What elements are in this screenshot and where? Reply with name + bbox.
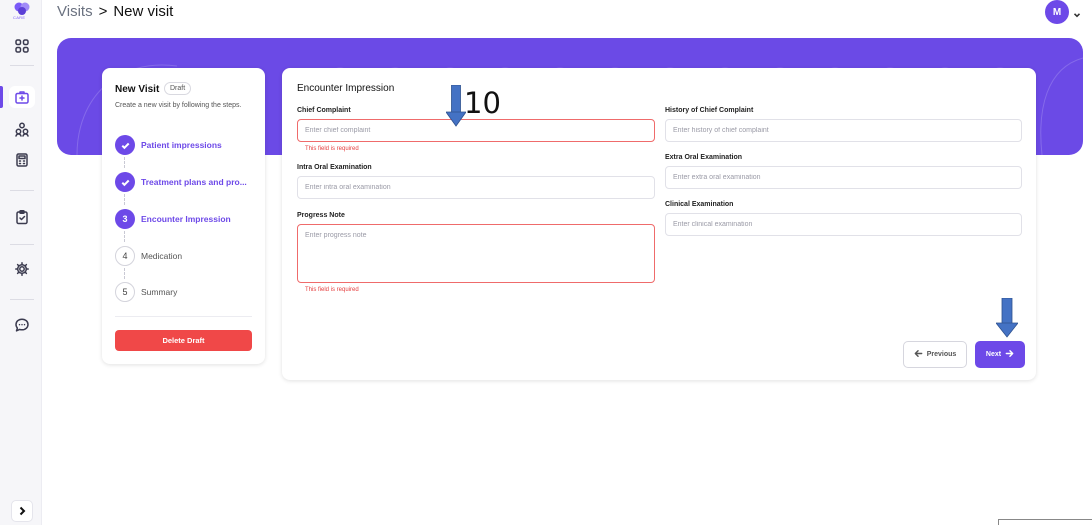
step-number: 5 [115,282,135,302]
window-corner-edge [998,519,1092,525]
steps-panel-subtitle: Create a new visit by following the steps. [115,102,242,109]
step-connector [124,231,125,242]
step-label: Patient impressions [141,140,222,150]
breadcrumb [57,3,173,20]
encounter-impression-form [282,68,1036,380]
chevron-right-icon [16,505,28,517]
medical-bag-icon[interactable] [14,89,30,105]
step-connector [124,268,125,279]
page-title: New visit [113,3,174,20]
nav-divider [10,299,34,300]
step-connector [124,194,125,205]
step-label: Summary [141,287,178,297]
chief-complaint-error: This field is required [305,146,359,152]
previous-button-label: Previous [926,351,957,358]
step-medication[interactable] [115,246,182,266]
form-title: Encounter Impression [297,83,395,94]
steps-panel-title: New Visit [115,84,160,95]
step-encounter-impression[interactable] [115,209,231,229]
intra-oral-label: Intra Oral Examination [297,164,372,171]
clinical-examination-input[interactable] [665,213,1022,236]
clipboard-icon[interactable] [14,209,30,225]
nav-active-indicator [0,86,3,108]
next-button-label: Next [985,351,1002,358]
extra-oral-label: Extra Oral Examination [665,154,743,161]
previous-button[interactable] [903,341,967,368]
extra-oral-input[interactable] [665,166,1022,189]
intra-oral-input[interactable] [297,176,655,199]
step-label: Treatment plans and pro... [141,177,247,187]
calculator-icon[interactable] [14,152,30,168]
dashboard-icon[interactable] [14,38,30,54]
check-icon [115,135,135,155]
nav-divider [10,244,34,245]
progress-note-error: This field is required [305,287,359,293]
expand-sidebar-button[interactable] [11,500,33,522]
check-icon [115,172,135,192]
chief-complaint-label: Chief Complaint [297,107,351,114]
step-label: Medication [141,251,183,261]
steps-divider [115,316,252,317]
chevron-down-icon[interactable] [1072,7,1082,17]
progress-note-label: Progress Note [297,212,345,219]
chief-complaint-input[interactable] [297,119,655,142]
step-treatment-plans[interactable] [115,172,247,192]
users-group-icon[interactable] [14,121,30,137]
step-label: Encounter Impression [141,214,231,224]
step-connector [124,157,125,168]
nav-divider [10,65,34,66]
history-chief-complaint-label: History of Chief Complaint [665,107,754,114]
step-patient-impressions[interactable] [115,135,222,155]
avatar[interactable]: M [1045,0,1069,24]
delete-draft-button[interactable]: Delete Draft [115,330,252,351]
clinical-examination-label: Clinical Examination [665,201,734,208]
breadcrumb-separator: > [98,3,108,20]
arrow-right-icon [1005,349,1014,360]
chat-icon[interactable] [14,317,30,333]
gear-icon[interactable] [14,261,30,277]
arrow-left-icon [914,349,923,360]
logo-text: CARE [13,15,26,20]
sidebar [0,0,42,525]
step-summary[interactable] [115,282,177,302]
annotation-arrow-down-icon [996,298,1018,338]
visit-steps-panel [102,68,265,364]
status-badge: Draft [164,82,191,95]
annotation-number: 10 [464,86,501,120]
breadcrumb-visits-link[interactable]: Visits [57,3,93,20]
next-button[interactable] [975,341,1025,368]
annotation-arrow-down-icon [446,85,466,127]
history-chief-complaint-input[interactable] [665,119,1022,142]
progress-note-textarea[interactable] [297,224,655,283]
nav-divider [10,190,34,191]
step-number: 3 [115,209,135,229]
step-number: 4 [115,246,135,266]
